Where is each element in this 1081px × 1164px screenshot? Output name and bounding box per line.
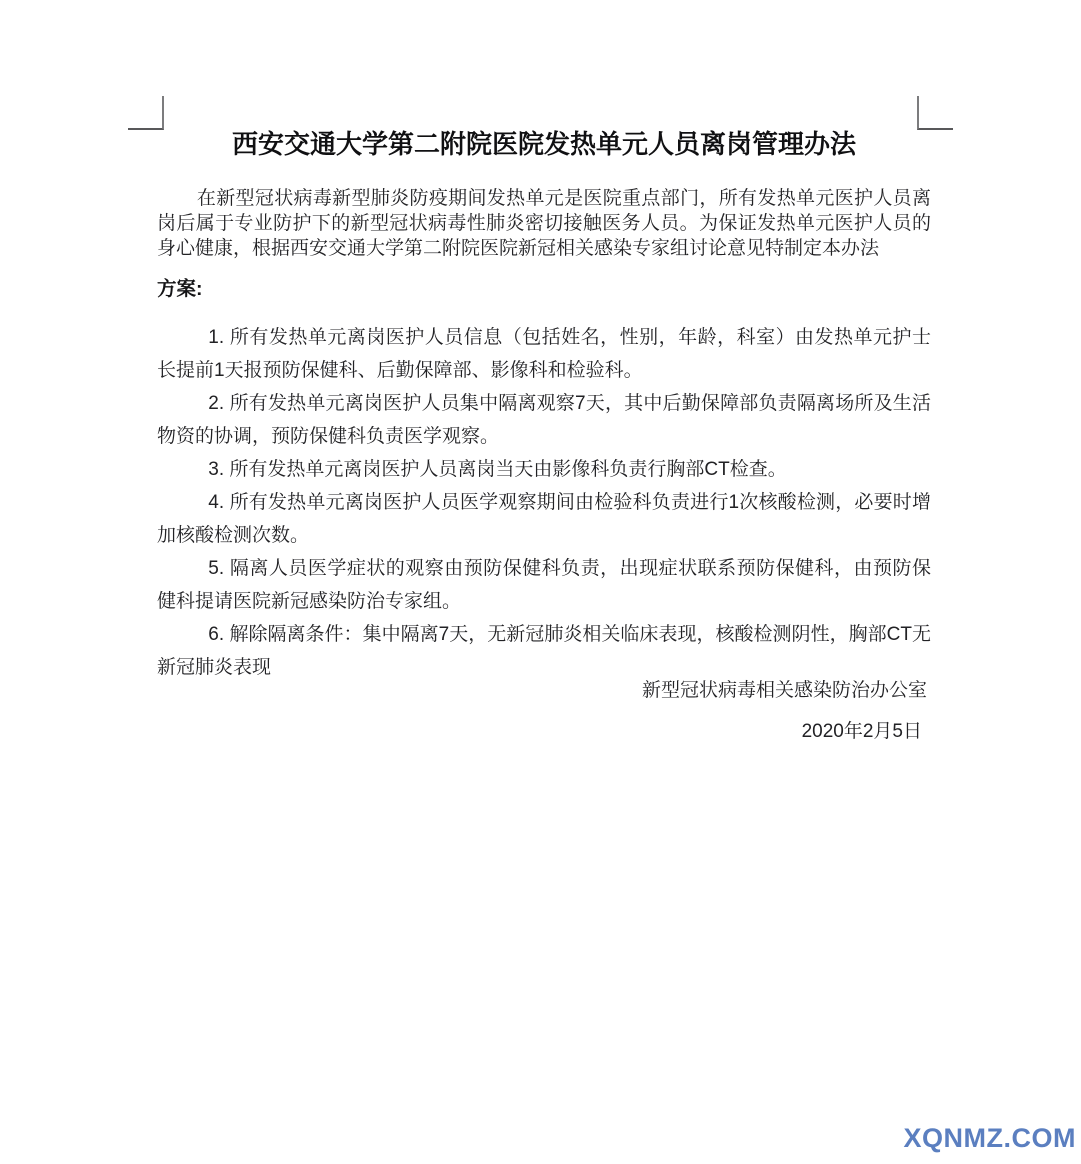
plan-item-1: 1. 所有发热单元离岗医护人员信息（包括姓名，性别，年龄，科室）由发热单元护士长提前1天报预防保健科、后勤保障部、影像科和检验科。 (157, 327, 931, 381)
signature-line: 新型冠状病毒相关感染防治办公室 (641, 680, 927, 701)
document-page (157, 0, 931, 748)
section-label: 方案: (157, 278, 203, 300)
intro-paragraph: 在新型冠状病毒新型肺炎防疫期间发热单元是医院重点部门，所有发热单元医护人员离岗后属于专业防护下的新型冠状病毒性肺炎密切接触医务人员。为保证发热单元医护人员的身心健康，根据西安交通大学第二附院医院新冠相关感染专家组讨论意见特制定本办法 (157, 188, 931, 259)
plan-item-5: 5. 隔离人员医学症状的观察由预防保健科负责，出现症状联系预防保健科，由预防保健科提请医院新冠感染防治专家组。 (157, 558, 931, 612)
plan-item-6: 6. 解除隔离条件：集中隔离7天，无新冠肺炎相关临床表现，核酸检测阴性，胸部CT无新冠肺炎表现 (157, 624, 931, 678)
plan-item-3: 3. 所有发热单元离岗医护人员离岗当天由影像科负责行胸部CT检查。 (208, 459, 787, 480)
date-line: 2020年2月5日 (801, 721, 922, 742)
plan-item-list (157, 321, 931, 684)
plan-item-2: 2. 所有发热单元离岗医护人员集中隔离观察7天，其中后勤保障部负责隔离场所及生活物资的协调，预防保健科负责医学观察。 (157, 393, 931, 447)
plan-item-4: 4. 所有发热单元离岗医护人员医学观察期间由检验科负责进行1次核酸检测，必要时增加核酸检测次数。 (157, 492, 931, 546)
site-watermark: XQNMZ.COM (903, 1123, 1076, 1153)
document-title: 西安交通大学第二附院医院发热单元人员离岗管理办法 (231, 129, 856, 159)
